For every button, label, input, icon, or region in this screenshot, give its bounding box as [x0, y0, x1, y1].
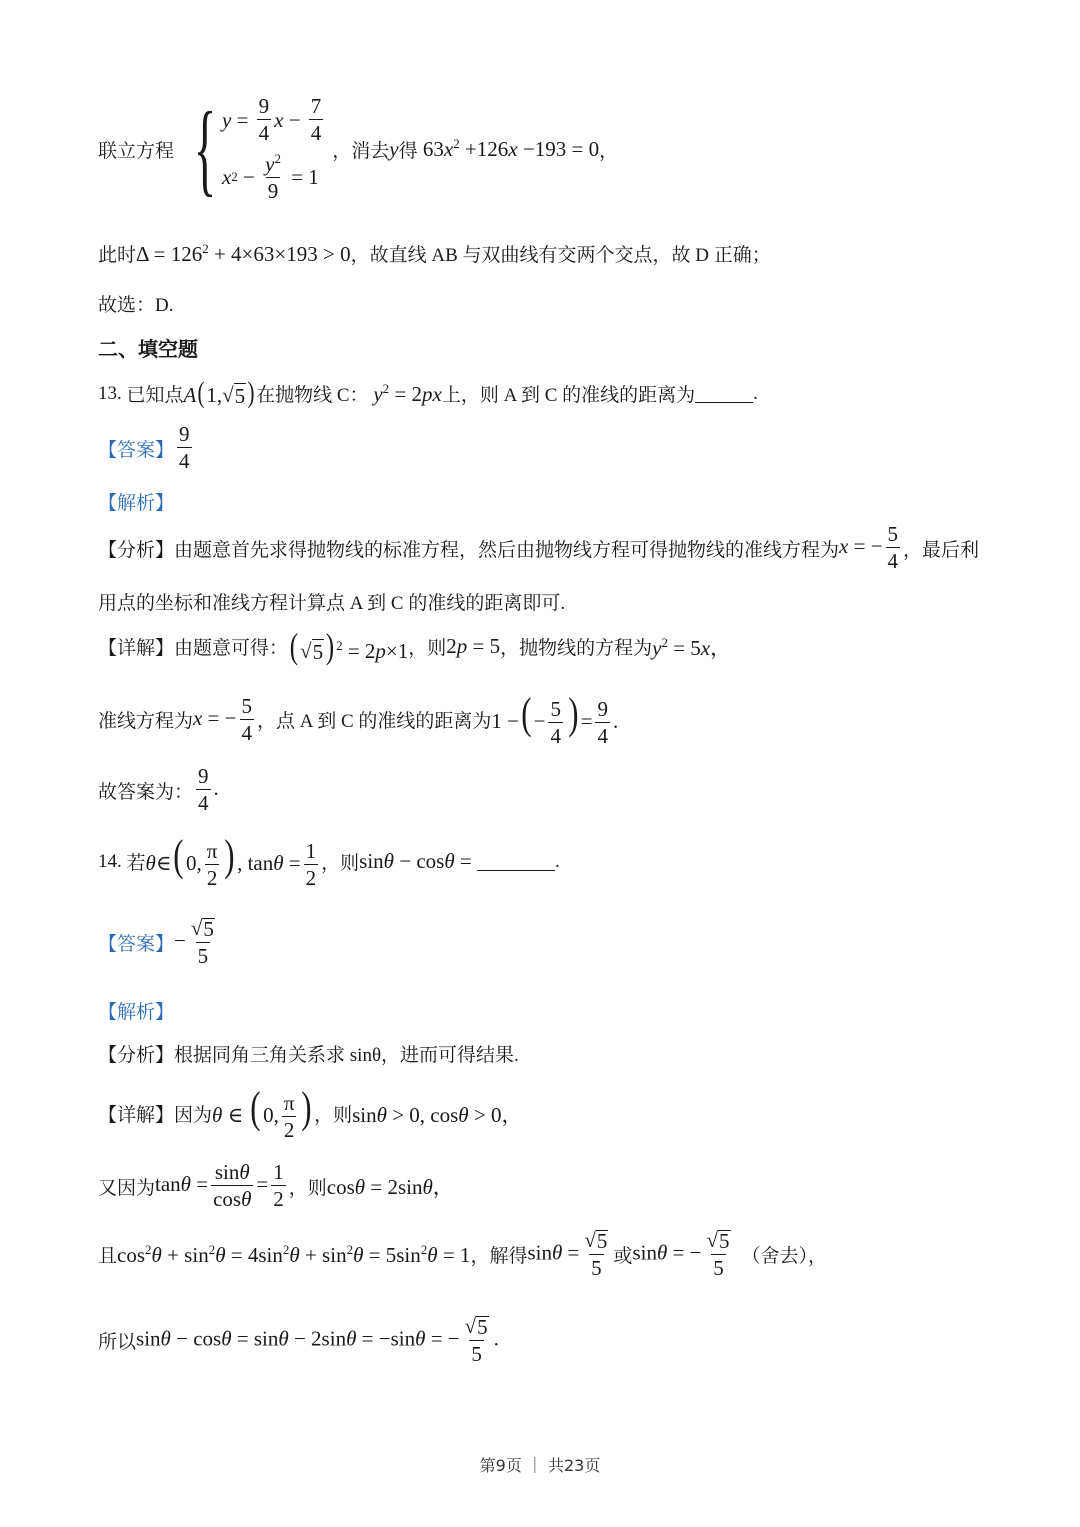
q14-d2-b: ，则: [288, 1177, 327, 1199]
two-p-eq: 2p = 5: [446, 634, 501, 658]
q14-condition: θ∈( 0, $\frac{\pi}{2}$ ) , tanθ = $\frac{1}{2}$: [145, 831, 317, 891]
distance-expr: 1 −( − $\frac{5}{4}$ ) = $\frac{9}{4}$ .: [491, 689, 619, 749]
q13-final-text: 故答案为：: [98, 781, 194, 803]
fenxi-tag: 【分析】: [98, 539, 175, 561]
q14-d4-a: 所以: [98, 1332, 137, 1353]
q14-answer-line: [98, 918, 220, 967]
q13-fenxi-line1: [98, 524, 979, 572]
q13-final-frac: $\frac{9}{4}$ .: [198, 764, 219, 815]
q14-fenxi-text: 根据同角三角关系求 sinθ，进而可得结果.: [174, 1045, 519, 1066]
comma: ，: [599, 140, 619, 162]
fenxi-tag-14: 【分析】: [98, 1045, 175, 1066]
section-heading: [98, 333, 198, 362]
discriminant-line: [98, 240, 771, 267]
q13-text-a: 已知点: [126, 385, 184, 406]
q14-d1-b: ，则: [314, 1105, 353, 1127]
q13-fenxi-text: 由题意首先求得抛物线的标准方程，然后由抛物线方程可得抛物线的准线方程为: [174, 539, 840, 561]
cos-relation: cosθ = 2sinθ，: [326, 1175, 454, 1199]
sign-conditions: sinθ > 0, cosθ > 0，: [352, 1102, 523, 1127]
q14-text-a: 若: [126, 853, 146, 875]
text-lianli: 联立方程: [98, 140, 175, 162]
q14-detail-line2: [98, 1162, 454, 1210]
q14-d3-d: （舍去），: [741, 1246, 828, 1267]
q13-detail-line2: [98, 689, 619, 749]
sin-solution-2: sinθ = − √ 5 5: [632, 1228, 730, 1280]
answer-blank: [695, 384, 753, 403]
parabola-eq: $y^2 = 2px$: [373, 380, 442, 406]
q14-d3-c: 或: [613, 1246, 633, 1267]
period-14: .: [555, 850, 560, 872]
q13-detail2-b: ，点 A 到 C 的准线的距离为: [257, 711, 492, 733]
equation-system: [180, 91, 326, 206]
q13-detail-b: ，则: [408, 638, 447, 659]
q13-detail-c: ，抛物线的方程为: [500, 638, 653, 659]
page-footer: 第9页 ｜ 共23页: [479, 1456, 601, 1475]
q14-d1-a: 因为: [174, 1105, 213, 1127]
q13-fenxi-end: ，最后利: [903, 539, 980, 561]
text-xiaoqu: ，消去: [332, 140, 390, 162]
system-eq-1: y = $\frac{9}{4}$ x − $\frac{7}{4}$: [221, 94, 322, 145]
system-line: [98, 91, 619, 206]
theta-interval: θ ∈ ( 0, $\frac{\pi}{2}$ ): [212, 1083, 312, 1143]
jiexi-tag: 【解析】: [98, 493, 175, 514]
q14-number: 14.: [98, 850, 122, 872]
q13-detail-line1: [98, 628, 731, 665]
parabola-final: $y^2 = 5x$，: [652, 634, 732, 660]
q13-text-b: 在抛物线 C：: [256, 385, 369, 406]
xiangjie-tag: 【详解】: [98, 638, 175, 659]
final-derivation: sinθ − cosθ = sinθ − 2sinθ = −sinθ = − √ 5 5 .: [136, 1314, 499, 1366]
pythag-identity: $\cos^2\theta + \sin^2\theta = 4\sin^2\theta + \sin^2\theta = 5\sin^2\theta = 1$: [117, 1241, 471, 1267]
section-title: 二、填空题: [98, 337, 198, 361]
q14-d3-a: 且: [98, 1246, 118, 1267]
question-14: [98, 831, 560, 891]
q14-d2-a: 又因为: [98, 1177, 156, 1199]
q13-text-c: 上，则 A 到 C 的准线的距离为: [441, 385, 696, 406]
q13-final-line: [98, 766, 219, 814]
answer-tag: 【答案】: [98, 439, 175, 461]
q14-jiexi-line: [98, 997, 174, 1024]
period: .: [753, 382, 758, 404]
q13-fenxi-line2: [98, 588, 565, 615]
q13-answer-line: [98, 424, 195, 472]
quadratic-eq: $63x^2 +126x -193 = 0$: [417, 136, 600, 161]
point-a: A(1,√ 5 ): [183, 376, 255, 409]
directrix-eq: x = − $\frac{5}{4}$: [839, 522, 899, 573]
directrix-eq-2: x = − $\frac{5}{4}$: [193, 693, 253, 745]
q14-answer: − √ 5 5: [174, 916, 214, 968]
answer-blank-14: [477, 852, 555, 871]
q14-detail-line3: [98, 1230, 827, 1279]
text-conclusion: ，故直线 AB 与双曲线有交两个交点，故 D 正确；: [350, 245, 771, 266]
q13-number: 13.: [98, 382, 122, 404]
jiexi-tag-14: 【解析】: [98, 1002, 175, 1023]
xiangjie-tag-14: 【详解】: [98, 1105, 175, 1127]
system-eq-2: x 2 − $\frac{y^2}{9}$ = 1: [221, 151, 319, 203]
text-de: 得: [398, 140, 418, 162]
q13-jiexi-line: [98, 488, 174, 515]
discriminant-expr: $\Delta = 126^2 + 4\times 63\times 193 > 0$: [136, 240, 351, 266]
sqrt5-squared: (√ 5 ) $^2$ = 2p×1: [289, 626, 409, 666]
frac-den: 4: [179, 449, 190, 473]
sin-solution-1: sinθ = √ 5 5: [527, 1228, 608, 1280]
q14-text-b: ，则: [321, 853, 360, 875]
choice-line: [98, 290, 173, 317]
answer-tag-14: 【答案】: [98, 934, 175, 955]
q13-detail2-a: 准线方程为: [98, 711, 194, 733]
question-13: [98, 378, 758, 409]
text-cishi: 此时: [98, 245, 137, 266]
left-brace: {: [193, 91, 217, 206]
q14-d3-b: ，解得: [470, 1246, 528, 1267]
q14-detail-line4: [98, 1316, 499, 1365]
tan-identity: tanθ = $\frac{\sin\theta}{\cos\theta}$ = $\frac{1}{2}$: [155, 1160, 284, 1211]
q14-fenxi-line: [98, 1040, 519, 1067]
var-y: y: [389, 136, 399, 161]
text-guxuan: 故选：D.: [98, 295, 174, 316]
q14-target: sinθ − cosθ =: [359, 849, 478, 874]
q13-answer-frac: [177, 424, 192, 472]
frac-num: 9: [179, 422, 190, 446]
q13-fenxi-text2: 用点的坐标和准线方程计算点 A 到 C 的准线的距离即可.: [98, 593, 566, 614]
q14-detail-line1: [98, 1083, 523, 1143]
q13-detail-a: 由题意可得：: [174, 638, 289, 659]
